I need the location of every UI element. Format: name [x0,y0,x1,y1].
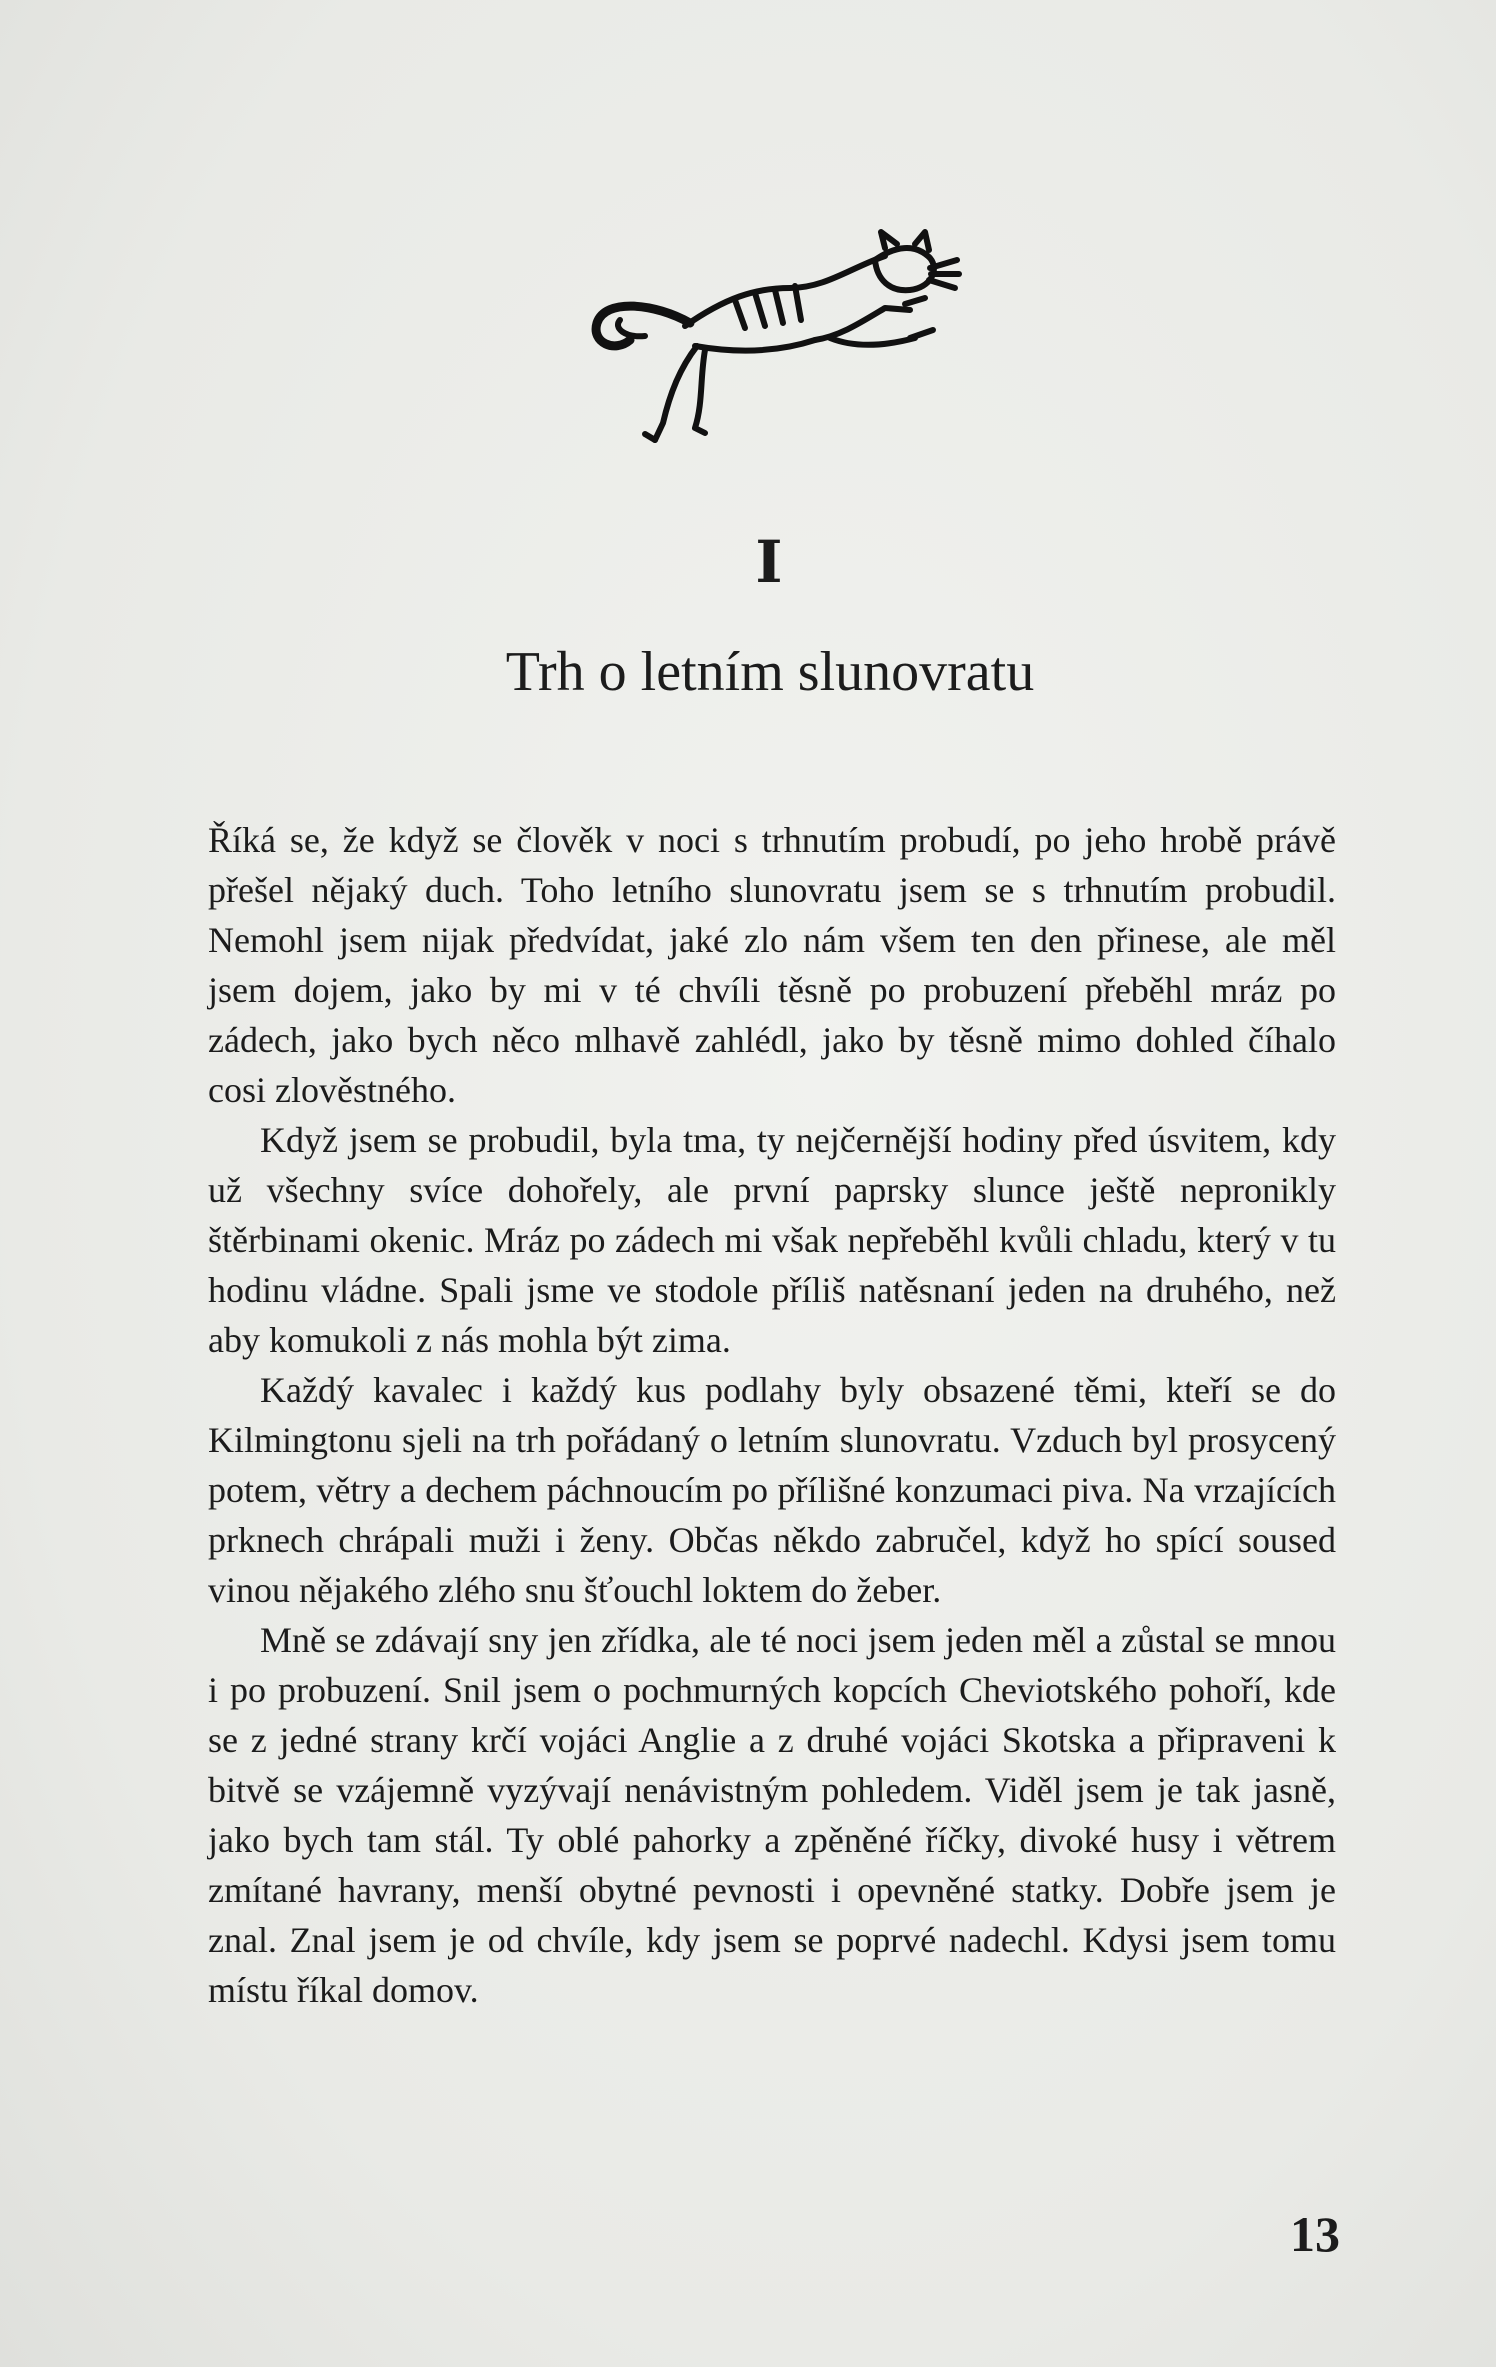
paragraph: Mně se zdávají sny jen zřídka, ale té noci jsem jeden měl a zůstal se mnou i po probuzení. Snil jsem o pochmurných kopcích Cheviotského pohoří, kde se z jedné strany krčí vojáci Anglie a z druhé vojáci Skotska a připraveni k bitvě se vzájemně vyzývají nenávistným pohledem. Viděl jsem je tak jasně, jako bych tam stál. Ty oblé pahorky a zpěněné říčky, divoké husy i větrem zmítané havrany, menší obytné pevnosti i opevněné statky. Dobře jsem je znal. Znal jsem je od chvíle, kdy jsem se poprvé nadechl. Kdysi jsem tomu místu říkal domov. [208,1620,1336,2010]
page-number: 13 [1290,2206,1340,2262]
leaping-cat-icon [585,228,965,448]
paragraph: Říká se, že když se člověk v noci s trhnutím probudí, po jeho hrobě právě přešel nějaký duch. Toho letního slunovratu jsem se s trhnutím probudil. Nemohl jsem nijak předvídat, jaké zlo nám všem ten den přinese, ale měl jsem dojem, jako by mi v té chvíli těsně po probuzení přeběhl mráz po zádech, jako bych něco mlhavě zahlédl, jako by těsně mimo dohled číhalo cosi zlověstného. [208,820,1336,1110]
chapter-number: I [755,528,785,596]
chapter-body [208,815,1336,2015]
paragraph: Když jsem se probudil, byla tma, ty nejčernější hodiny před úsvitem, kdy už všechny svíce dohořely, ale první paprsky slunce ještě nepronikly štěrbinami okenic. Mráz po zádech mi však nepřeběhl kvůli chladu, který v tu hodinu vládne. Spali jsme ve stodole příliš natěsnaní jeden na druhého, než aby komukoli z nás mohla být zima. [208,1120,1336,1360]
chapter-title: Trh o letním slunovratu [505,641,1035,703]
paragraph: Každý kavalec i každý kus podlahy byly obsazené těmi, kteří se do Kilmingtonu sjeli na trh pořádaný o letním slunovratu. Vzduch byl prosycený potem, větry a dechem páchnoucím po přílišné konzumaci piva. Na vrzajících prknech chrápali muži i ženy. Občas někdo zabručel, když ho spící soused vinou nějakého zlého snu šťouchl loktem do žeber. [208,1370,1336,1610]
